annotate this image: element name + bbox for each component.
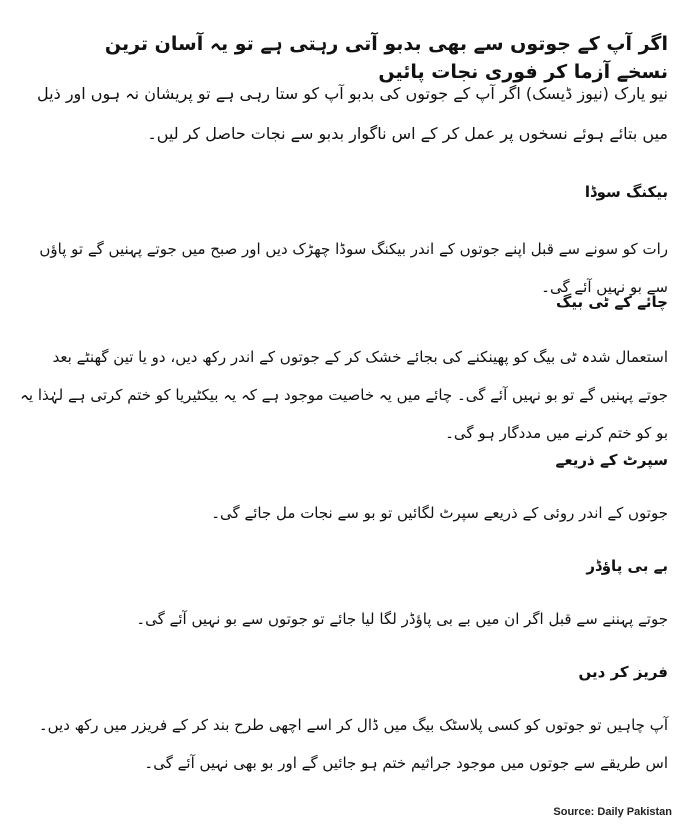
- section-heading-tea-bag: چائے کے ٹی بیگ: [556, 293, 668, 311]
- article-title: اگر آپ کے جوتوں سے بھی بدبو آتی رہتی ہے تو یہ آسان ترین نسخے آزما کر فوری نجات پائیں: [104, 33, 668, 83]
- source-credit: Source: Daily Pakistan: [553, 806, 672, 818]
- section-text-freeze: آپ چاہیں تو جوتوں کو کسی پلاسٹک بیگ میں ڈال کر اسے اچھی طرح بند کر کے فریزر میں رکھ دیں۔ اس طریقے سے جوتوں میں موجود جراثیم ختم ہو جائیں گے اور بو بھی نہیں آئے گی۔: [38, 716, 668, 772]
- section-text-tea-bag: استعمال شدہ ٹی بیگ کو پھینکنے کی بجائے خشک کر کے جوتوں کے اندر رکھ دیں، دو یا تین گھنٹے بعد جوتے پہنیں گے تو بو نہیں آئے گی۔ چائے میں یہ خاصیت موجود ہے کہ یہ بیکٹیریا کو ختم کرتی ہے لہٰذا یہ بو کو ختم کرنے میں مددگار ہو گی۔: [20, 348, 668, 442]
- section-text-baby-powder: جوتے پہننے سے قبل اگر ان میں بے بی پاؤڈر لگا لیا جائے تو جوتوں سے بو نہیں آئے گی۔: [136, 610, 668, 628]
- section-heading-baking-soda: بیکنگ سوڈا: [584, 183, 668, 201]
- section-text-spirit: جوتوں کے اندر روئی کے ذریعے سپرٹ لگائیں تو بو سے نجات مل جائے گی۔: [211, 504, 668, 522]
- section-heading-baby-powder: بے بی پاؤڈر: [586, 557, 668, 575]
- article-intro: نیو یارک (نیوز ڈیسک) اگر آپ کے جوتوں کی بدبو آپ کو ستا رہی ہے تو پریشان نہ ہوں اور ذیل میں بتائے ہوئے نسخوں پر عمل کر کے اس ناگوار بدبو سے نجات حاصل کر لیں۔: [37, 84, 668, 143]
- section-heading-spirit: سپرٹ کے ذریعے: [555, 451, 668, 469]
- section-text-baking-soda: رات کو سونے سے قبل اپنے جوتوں کے اندر بیکنگ سوڈا چھڑک دیں اور صبح میں جوتے پہنیں گے تو پاؤں سے بو نہیں آئے گی۔: [39, 240, 668, 296]
- section-heading-freeze: فریز کر دیں: [578, 663, 668, 681]
